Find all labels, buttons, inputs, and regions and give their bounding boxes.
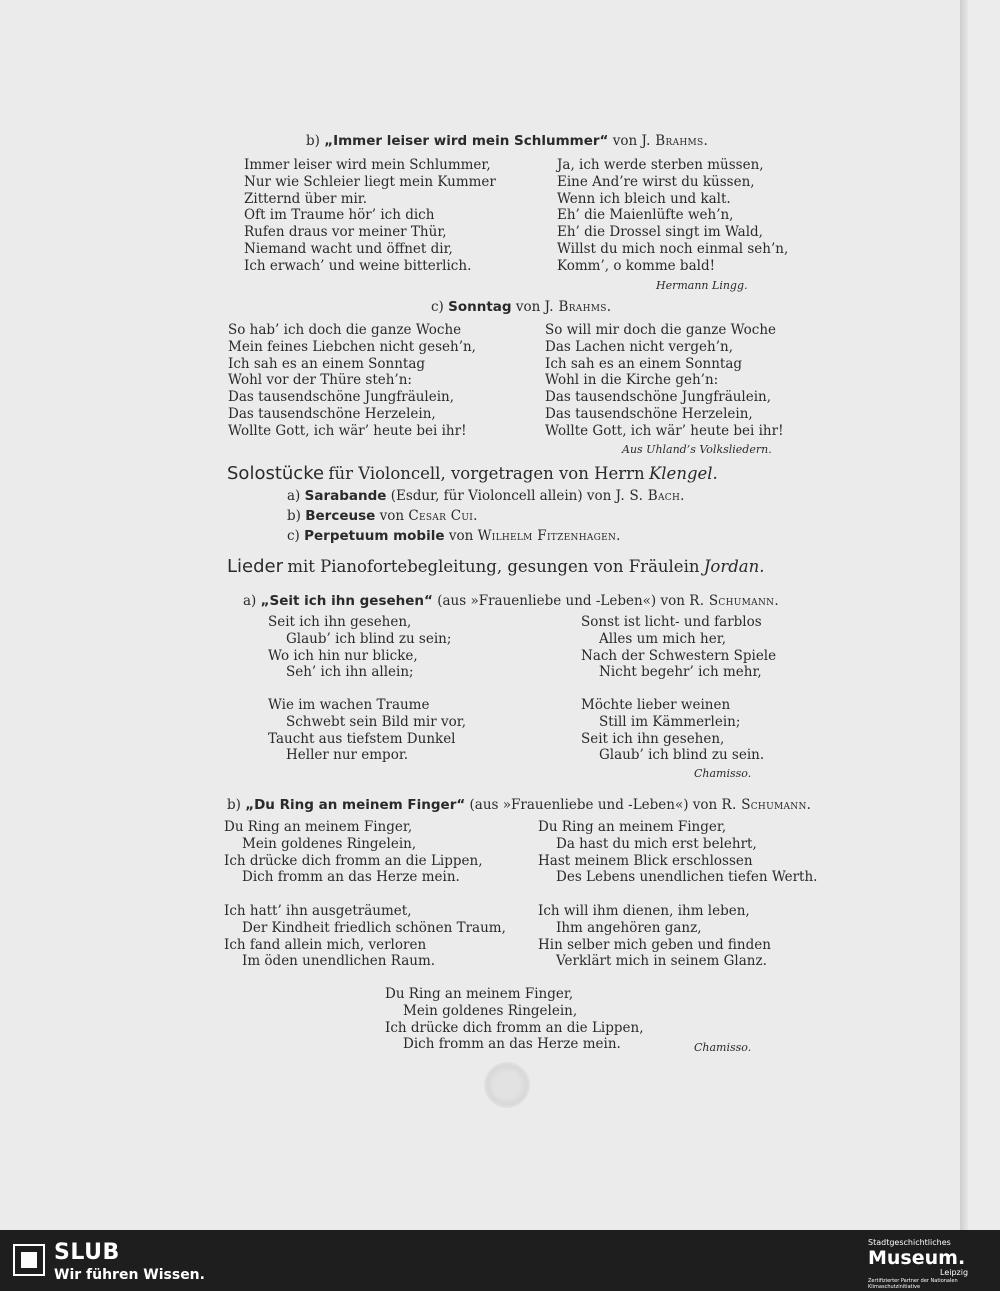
schumann-b-credit: Chamisso. (694, 1041, 752, 1054)
solo-item-berceuse: b) Berceuse von Cesar Cui. (287, 508, 478, 524)
schumann-b-left-stanza-1: Du Ring an meinem Finger, Mein goldenes Ringelein, Ich drücke dich fromm an die Lippen, Dich fromm an das Herze mein. (224, 819, 483, 886)
adjacent-page-edge (968, 0, 1000, 1230)
museum-name: Museum. (868, 1247, 966, 1269)
embossed-seal (484, 1062, 530, 1108)
schumann-b-right-stanza-2: Ich will ihm dienen, ihm leben, Ihm angehören ganz, Hin selber mich geben und finden Verklärt mich in seinem Glanz. (538, 903, 771, 970)
brahms-c-right-stanza: So will mir doch die ganze Woche Das Lachen nicht vergeh’n, Ich sah es an einem Sonntag Wohl in die Kirche geh’n: Das tausendschöne Jungfräulein, Das tausendschöne Herzelein, Wollte Gott, ich wär’ heute bei ihr! (545, 322, 784, 439)
brahms-b-heading: b) „Immer leiser wird mein Schlummer“ von J. Brahms. (306, 133, 709, 149)
schumann-b-heading: b) „Du Ring an meinem Finger“ (aus »Frauenliebe und -Leben«) von R. Schumann. (227, 797, 812, 813)
schumann-b-left-stanza-2: Ich hatt’ ihn ausgeträumet, Der Kindheit friedlich schönen Traum, Ich fand allein mich, verloren Im öden unendlichen Raum. (224, 903, 506, 970)
solo-heading: Solostücke für Violoncell, vorgetragen von Herrn Klengel. (227, 463, 718, 484)
schumann-a-heading: a) „Seit ich ihn gesehen“ (aus »Frauenliebe und -Leben«) von R. Schumann. (243, 593, 779, 609)
museum-city: Leipzig (940, 1268, 969, 1277)
brahms-b-left-stanza: Immer leiser wird mein Schlummer, Nur wie Schleier liegt mein Kummer Zitternd über mir. Oft im Traume hör’ ich dich Rufen draus vor meiner Thür, Niemand wacht und öffnet dir, Ich erwach’ und weine bitterlich. (244, 157, 496, 274)
brahms-c-heading: c) Sonntag von J. Brahms. (431, 299, 612, 315)
schumann-a-left-stanza-1: Seit ich ihn gesehen, Glaub’ ich blind zu sein; Wo ich hin nur blicke, Seh’ ich ihn allein; (268, 614, 452, 681)
schumann-a-right-stanza-2: Möchte lieber weinen Still im Kämmerlein; Seit ich ihn gesehen, Glaub’ ich blind zu sein. (581, 697, 765, 764)
brahms-b-credit: Hermann Lingg. (656, 279, 748, 292)
brahms-c-credit: Aus Uhland’s Volksliedern. (622, 443, 772, 456)
slub-logo-icon (12, 1243, 46, 1277)
brahms-b-right-stanza: Ja, ich werde sterben müssen, Eine And’re wirst du küssen, Wenn ich bleich und kalt. Eh’ die Maienlüfte weh’n, Eh’ die Drossel singt im Wald, Willst du mich noch einmal seh’n, Komm’, o komme bald! (557, 157, 789, 274)
schumann-b-final-stanza: Du Ring an meinem Finger, Mein goldenes Ringelein, Ich drücke dich fromm an die Lippen, Dich fromm an das Herze mein. (385, 986, 644, 1053)
schumann-a-left-stanza-2: Wie im wachen Traume Schwebt sein Bild mir vor, Taucht aus tiefstem Dunkel Heller nur empor. (268, 697, 466, 764)
schumann-b-right-stanza-1: Du Ring an meinem Finger, Da hast du mich erst belehrt, Hast meinem Blick erschlossen Des Lebens unendlichen tiefen Werth. (538, 819, 818, 886)
slub-name: SLUB (54, 1240, 120, 1265)
solo-item-perpetuum: c) Perpetuum mobile von Wilhelm Fitzenhagen. (287, 528, 621, 544)
slub-tagline: Wir führen Wissen. (54, 1267, 205, 1283)
page-edge-shadow (960, 0, 968, 1230)
museum-subtitle: Stadtgeschichtliches (868, 1238, 951, 1247)
solo-item-sarabande: a) Sarabande (Esdur, für Violoncell allein) von J. S. Bach. (287, 488, 685, 504)
lieder-heading: Lieder mit Pianofortebegleitung, gesungen von Fräulein Jordan. (227, 556, 765, 577)
museum-partner-note: Zertifizierter Partner der Nationalen Klimaschutzinitiative (868, 1278, 958, 1290)
schumann-a-right-stanza-1: Sonst ist licht- und farblos Alles um mich her, Nach der Schwestern Spiele Nicht begehr’ ich mehr, (581, 614, 777, 681)
schumann-a-credit: Chamisso. (694, 767, 752, 780)
footer-bar (0, 1230, 1000, 1291)
brahms-c-left-stanza: So hab’ ich doch die ganze Woche Mein feines Liebchen nicht geseh’n, Ich sah es an einem Sonntag Wohl vor der Thüre steh’n: Das tausendschöne Jungfräulein, Das tausendschöne Herzelein, Wollte Gott, ich wär’ heute bei ihr! (228, 322, 476, 439)
